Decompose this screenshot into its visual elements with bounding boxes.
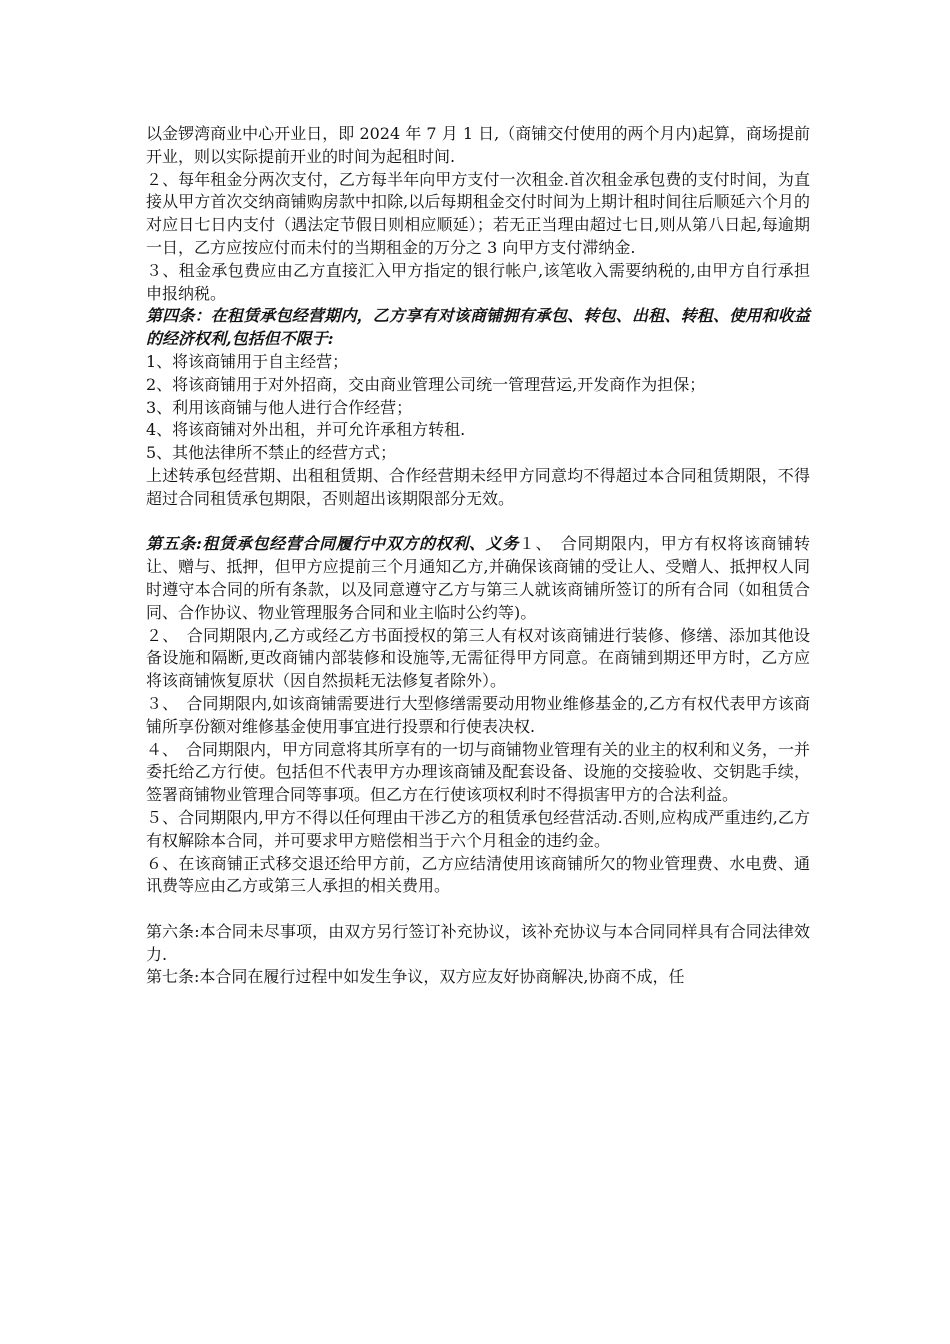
- article-4-heading: 第四条：在租赁承包经营期内，乙方享有对该商铺拥有承包、转包、出租、转租、使用和收益的经济权利,包括但不限于:: [146, 306, 810, 349]
- article-4-item: 3、利用该商铺与他人进行合作经营；: [146, 397, 413, 417]
- article-5-item: １、 合同期限内，甲方有权将该商铺转让、赠与、抵押，但甲方应提前三个月通知乙方,并确保该商铺的受让人、受赠人、抵押权人同时遵守本合同的所有条款，以及同意遵守乙方与第三人就该商铺所签订的所有合同（如租赁合同、合作协议、物业管理服务合同和业主临时公约等)。: [146, 534, 810, 622]
- article-4-item: 2、将该商铺用于对外招商，交由商业管理公司统一管理营运,开发商作为担保；: [146, 374, 706, 394]
- article-6: 第六条:本合同未尽事项，由双方另行签订补充协议，该补充协议与本合同同样具有合同法律效力.: [146, 921, 810, 964]
- paragraph-rent-payment: ２、每年租金分两次支付，乙方每半年向甲方支付一次租金.首次租金承包费的支付时间，为直接从甲方首次交纳商铺购房款中扣除,以后每期租金交付时间为上期计租时间往后顺延六个月的对应日七日内支付（遇法定节假日则相应顺延）；若无正当理由超过七日,则从第八日起,每逾期一日，乙方应按应付而未付的当期租金的万分之 3 向甲方支付滞纳金.: [146, 169, 810, 257]
- article-5-item: ３、 合同期限内,如该商铺需要进行大型修缮需要动用物业维修基金的,乙方有权代表甲方该商铺所享份额对维修基金使用事宜进行投票和行使表决权.: [146, 693, 810, 736]
- document-body: [146, 123, 810, 989]
- paragraph-rent-start: 以金锣湾商业中心开业日，即 2024 年 7 月 1 日,（商铺交付使用的两个月内)起算，商场提前开业，则以实际提前开业的时间为起租时间.: [146, 124, 810, 166]
- article-7: 第七条:本合同在履行过程中如发生争议，双方应友好协商解决,协商不成，任: [146, 967, 685, 987]
- article-4-note: 上述转承包经营期、出租租赁期、合作经营期未经甲方同意均不得超过本合同租赁期限，不得超过合同租赁承包期限，否则超出该期限部分无效。: [146, 465, 810, 508]
- article-4-item: 1、将该商铺用于自主经营；: [146, 351, 349, 371]
- paragraph-spacer: [146, 898, 810, 921]
- article-5-item: ５、合同期限内,甲方不得以任何理由干涉乙方的租赁承包经营活动.否则,应构成严重违约,乙方有权解除本合同，并可要求甲方赔偿相当于六个月租金的违约金。: [146, 807, 810, 850]
- paragraph-rent-account: ３、租金承包费应由乙方直接汇入甲方指定的银行帐户,该笔收入需要纳税的,由甲方自行承担申报纳税。: [146, 260, 810, 303]
- article-5-item: ６、在该商铺正式移交退还给甲方前，乙方应结清使用该商铺所欠的物业管理费、水电费、通讯费等应由乙方或第三人承担的相关费用。: [146, 853, 810, 896]
- article-5-heading: 第五条:租赁承包经营合同履行中双方的权利、义务: [146, 534, 519, 554]
- article-5-paragraph: [146, 533, 810, 624]
- article-5-item: ２、 合同期限内,乙方或经乙方书面授权的第三人有权对该商铺进行装修、修缮、添加其他设备设施和隔断,更改商铺内部装修和设施等,无需征得甲方同意。在商铺到期还甲方时，乙方应将该商铺恢复原状（因自然损耗无法修复者除外）。: [146, 625, 810, 691]
- article-4-item: 5、其他法律所不禁止的经营方式；: [146, 443, 397, 463]
- article-4-item: 4、将该商铺对外出租，并可允许承租方转租.: [146, 420, 466, 440]
- paragraph-spacer: [146, 511, 810, 534]
- article-5-item: ４、 合同期限内，甲方同意将其所享有的一切与商铺物业管理有关的业主的权利和义务，一并委托给乙方行使。包括但不代表甲方办理该商铺及配套设备、设施的交接验收、交钥匙手续，签署商铺物业管理合同等事项。但乙方在行使该项权利时不得损害甲方的合法利益。: [146, 739, 811, 805]
